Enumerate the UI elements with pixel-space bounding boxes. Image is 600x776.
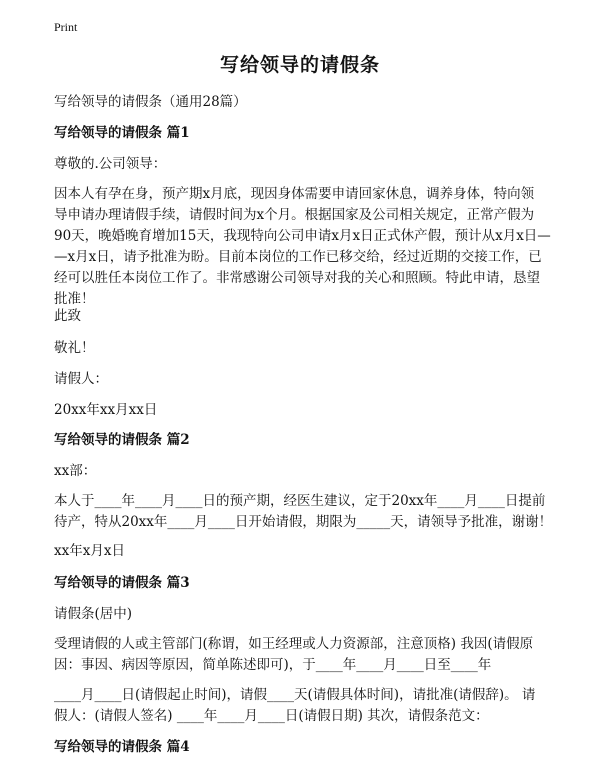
salutation-2: xx部： [54, 463, 97, 479]
body-line: 待产，特从20xx年____月____日开始请假，期限为_____天，请领导予批准，谢谢！ [54, 514, 553, 530]
body-line: —x月x日，请予批准为盼。目前本岗位的工作已移交给，经过近期的交接工作，已 [54, 249, 542, 265]
print-link[interactable]: Print [54, 20, 78, 34]
signer-label: 请假人： [54, 371, 108, 387]
closing-line-1: 此致 [54, 308, 81, 324]
section-heading-2: 写给领导的请假条 篇2 [54, 432, 190, 448]
date-line-2: xx年x月x日 [54, 543, 125, 559]
intro-line-3: 请假条(居中) [54, 606, 133, 622]
page-title: 写给领导的请假条 [219, 54, 380, 76]
section-heading-1: 写给领导的请假条 篇1 [54, 125, 190, 141]
body-line: 导申请办理请假手续，请假时间为x个月。根据国家及公司相关规定，正常产假为 [54, 207, 535, 223]
section-heading-4: 写给领导的请假条 篇4 [54, 739, 190, 755]
body-line: 受理请假的人或主管部门(称谓，如王经理或人力资源部，注意顶格) 我因(请假原 [54, 636, 534, 652]
body-line: 因：事因、病因等原因，简单陈述即可)，于____年____月____日至____年 [54, 657, 492, 673]
date-line-1: 20xx年xx月xx日 [54, 402, 158, 418]
body-line: 经可以胜任本岗位工作了。非常感谢公司领导对我的关心和照顾。特此申请，恳望 [54, 270, 540, 286]
salutation-1: 尊敬的.公司领导： [54, 156, 167, 172]
body-line: ____月____日(请假起止时间)，请假____天(请假具体时间)，请批准(请假辞)。 请 [54, 687, 536, 703]
body-paragraph-3 [54, 634, 554, 676]
doc-subtitle: 写给领导的请假条（通用28篇） [54, 94, 247, 110]
body-line: 本人于____年____月____日的预产期，经医生建议，定于20xx年____月____日提前 [54, 493, 546, 509]
body-line: 90天，晚婚晚育增加15天，我现特向公司申请x月x日正式休产假，预计从x月x日— [54, 228, 551, 244]
closing-line-2: 敬礼！ [54, 340, 95, 356]
body-paragraph-3b [54, 685, 554, 727]
body-paragraph-1 [54, 184, 554, 310]
body-line: 因本人有孕在身，预产期x月底，现因身体需要申请回家休息，调养身体，特向领 [54, 186, 535, 202]
body-paragraph-2 [54, 491, 554, 533]
section-heading-3: 写给领导的请假条 篇3 [54, 575, 190, 591]
body-line: 假人：(请假人签名) ____年____月____日(请假日期) 其次，请假条范文： [54, 708, 489, 724]
body-line: 批准！ [54, 291, 95, 307]
